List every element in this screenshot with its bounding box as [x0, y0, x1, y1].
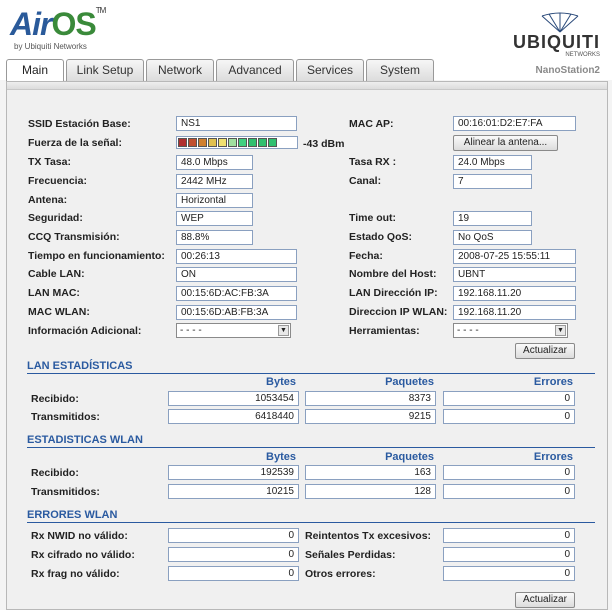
signal-segment	[198, 138, 207, 147]
lost-beacon-value: 0	[443, 547, 575, 562]
wlan-col-errors: Errores	[533, 451, 573, 463]
lan-col-bytes: Bytes	[266, 376, 296, 388]
main-tabs	[6, 59, 436, 81]
lan-stats-divider	[27, 373, 595, 374]
rx-rate-value: 24.0 Mbps	[453, 155, 532, 170]
security-label: Seguridad:	[28, 212, 83, 224]
mac-ap-value: 00:16:01:D2:E7:FA	[453, 116, 576, 131]
rx-crypt-label: Rx cifrado no válido:	[31, 549, 135, 561]
wlan-stats-divider	[27, 447, 595, 448]
qos-label: Estado QoS:	[349, 231, 413, 243]
mac-ap-label: MAC AP:	[349, 118, 394, 130]
lan-col-errors: Errores	[533, 376, 573, 388]
date-label: Fecha:	[349, 250, 383, 262]
airos-logo-subtitle: by Ubiquiti Networks	[14, 42, 87, 51]
wlan-transmitted-packets: 128	[305, 484, 436, 499]
wlan-received-errors: 0	[443, 465, 575, 480]
ssid-label: SSID Estación Base:	[28, 118, 131, 130]
rx-crypt-value: 0	[168, 547, 299, 562]
wlan-ip-value: 192.168.11.20	[453, 305, 576, 320]
channel-value: 7	[453, 174, 532, 189]
uptime-label: Tiempo en funcionamiento:	[28, 250, 165, 262]
wlan-errors-divider	[27, 522, 595, 523]
tx-rate-value: 48.0 Mbps	[176, 155, 253, 170]
wlan-col-bytes: Bytes	[266, 451, 296, 463]
lan-transmitted-label: Transmitidos:	[31, 411, 100, 423]
tab-system[interactable]: System	[366, 59, 434, 81]
wlan-received-bytes: 192539	[168, 465, 299, 480]
wlan-received-packets: 163	[305, 465, 436, 480]
lan-transmitted-packets: 9215	[305, 409, 436, 424]
signal-segment	[188, 138, 197, 147]
refresh-errors-button[interactable]: Actualizar	[515, 592, 575, 608]
tab-main[interactable]: Main	[6, 59, 64, 82]
lan-received-bytes: 1053454	[168, 391, 299, 406]
rx-rate-label: Tasa RX :	[349, 156, 397, 168]
chevron-down-icon: ▼	[278, 325, 289, 336]
additional-info-label: Información Adicional:	[28, 325, 142, 337]
panel-top-bar	[7, 82, 607, 90]
tools-label: Herramientas:	[349, 325, 420, 337]
rx-nwid-label: Rx NWID no válido:	[31, 530, 128, 542]
chevron-down-icon: ▼	[555, 325, 566, 336]
security-value: WEP	[176, 211, 253, 226]
lan-mac-label: LAN MAC:	[28, 287, 80, 299]
ubiquiti-logo: UBIQUITI	[513, 32, 600, 52]
wlan-mac-label: MAC WLAN:	[28, 306, 90, 318]
lan-received-errors: 0	[443, 391, 575, 406]
rx-nwid-value: 0	[168, 528, 299, 543]
tab-services[interactable]: Services	[296, 59, 364, 81]
signal-segment	[218, 138, 227, 147]
cable-lan-label: Cable LAN:	[28, 268, 85, 280]
signal-segment	[258, 138, 267, 147]
ssid-value: NS1	[176, 116, 297, 131]
antenna-value: Horizontal	[176, 193, 253, 208]
ubiquiti-dish-icon	[538, 12, 582, 34]
wlan-received-label: Recibido:	[31, 467, 79, 479]
refresh-status-button[interactable]: Actualizar	[515, 343, 575, 359]
airos-logo: AirOS™	[10, 6, 106, 42]
rx-frag-value: 0	[168, 566, 299, 581]
wlan-stats-title: ESTADISTICAS WLAN	[27, 434, 143, 446]
signal-segment	[208, 138, 217, 147]
other-errors-label: Otros errores:	[305, 568, 376, 580]
tab-link-setup[interactable]: Link Setup	[66, 59, 144, 81]
channel-label: Canal:	[349, 175, 382, 187]
lan-transmitted-bytes: 6418440	[168, 409, 299, 424]
lan-mac-value: 00:15:6D:AC:FB:3A	[176, 286, 297, 301]
frequency-label: Frecuencia:	[28, 175, 87, 187]
lost-beacon-label: Señales Perdidas:	[305, 549, 396, 561]
wlan-col-packets: Paquetes	[385, 451, 434, 463]
signal-segment	[178, 138, 187, 147]
signal-value: -43 dBm	[303, 138, 345, 150]
qos-value: No QoS	[453, 230, 532, 245]
tools-select[interactable]: - - - - ▼	[453, 323, 568, 338]
signal-label: Fuerza de la señal:	[28, 137, 122, 149]
tab-advanced[interactable]: Advanced	[216, 59, 294, 81]
main-panel	[6, 81, 608, 610]
other-errors-value: 0	[443, 566, 575, 581]
signal-strength-bar	[176, 136, 298, 149]
tx-rate-label: TX Tasa:	[28, 156, 71, 168]
wlan-mac-value: 00:15:6D:AB:FB:3A	[176, 305, 297, 320]
wlan-errors-title: ERRORES WLAN	[27, 509, 118, 521]
wlan-transmitted-errors: 0	[443, 484, 575, 499]
wlan-ip-label: Direccion IP WLAN:	[349, 306, 448, 318]
ccq-label: CCQ Transmisión:	[28, 231, 120, 243]
date-value: 2008-07-25 15:55:11	[453, 249, 576, 264]
lan-ip-value: 192.168.11.20	[453, 286, 576, 301]
timeout-label: Time out:	[349, 212, 397, 224]
additional-info-select[interactable]: - - - - ▼	[176, 323, 291, 338]
signal-segment	[248, 138, 257, 147]
signal-segment	[228, 138, 237, 147]
uptime-value: 00:26:13	[176, 249, 297, 264]
rx-frag-label: Rx frag no válido:	[31, 568, 120, 580]
wlan-transmitted-label: Transmitidos:	[31, 486, 100, 498]
ubiquiti-logo-subtitle: NETWORKS	[565, 52, 600, 58]
lan-col-packets: Paquetes	[385, 376, 434, 388]
timeout-value: 19	[453, 211, 532, 226]
tab-network[interactable]: Network	[146, 59, 214, 81]
lan-ip-label: LAN Dirección IP:	[349, 287, 438, 299]
signal-segment	[268, 138, 277, 147]
lan-stats-title: LAN ESTADÍSTICAS	[27, 360, 133, 372]
lan-received-label: Recibido:	[31, 393, 79, 405]
hostname-value: UBNT	[453, 267, 576, 282]
cable-lan-value: ON	[176, 267, 297, 282]
tx-retry-label: Reintentos Tx excesivos:	[305, 530, 432, 542]
ccq-value: 88.8%	[176, 230, 253, 245]
signal-segment	[238, 138, 247, 147]
wlan-transmitted-bytes: 10215	[168, 484, 299, 499]
lan-transmitted-errors: 0	[443, 409, 575, 424]
device-model: NanoStation2	[535, 65, 600, 76]
align-antenna-button[interactable]: Alinear la antena...	[453, 135, 558, 151]
tx-retry-value: 0	[443, 528, 575, 543]
antenna-label: Antena:	[28, 194, 68, 206]
lan-received-packets: 8373	[305, 391, 436, 406]
hostname-label: Nombre del Host:	[349, 268, 437, 280]
frequency-value: 2442 MHz	[176, 174, 253, 189]
